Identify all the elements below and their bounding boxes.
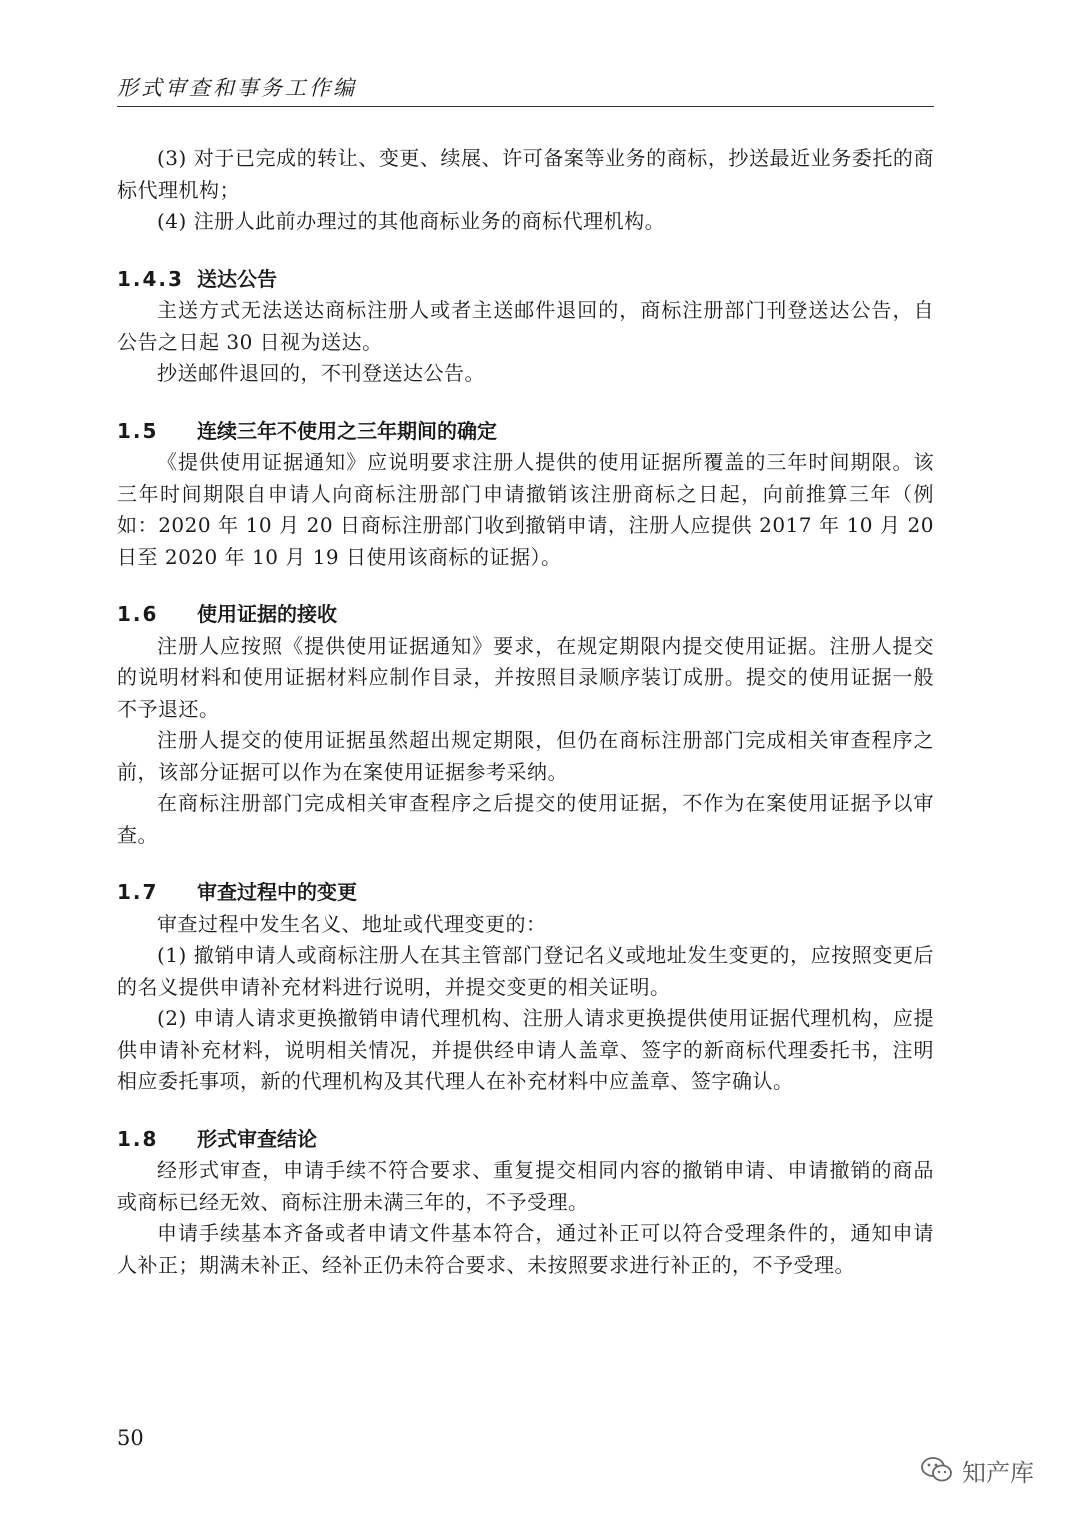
paragraph: 抄送邮件退回的，不刊登送达公告。 [157,361,485,385]
paragraph: 主送方式无法送达商标注册人或者主送邮件退回的，商标注册部门刊登送达公告，自公告之日起 30 日视为送达。 [117,298,934,354]
section-number: 1.5 [117,418,159,443]
watermark [920,1450,1034,1490]
watermark-text: 知产库 [962,1458,1034,1487]
section-1-6 [117,599,934,851]
section-title: 使用证据的接收 [197,602,337,626]
running-header: 形式审查和事务工作编 [117,76,357,100]
section-1-5 [117,416,934,574]
section-1-4-3 [117,264,934,390]
paragraph: 审查过程中发生名义、地址或代理变更的： [157,911,547,936]
section-title: 连续三年不使用之三年期间的确定 [197,418,497,443]
section-heading [117,599,934,631]
page-body [117,143,934,1281]
section-title: 送达公告 [197,266,277,291]
section-heading [117,264,934,296]
paragraph: 申请手续基本齐备或者申请文件基本符合，通过补正可以符合受理条件的，通知申请人补正；期满未补正、经补正仍未符合要求、未按照要求进行补正的，不予受理。 [117,1221,934,1277]
section-title: 形式审查结论 [197,1126,317,1151]
section-number: 1.6 [117,602,159,626]
paragraph: 注册人应按照《提供使用证据通知》要求，在规定期限内提交使用证据。注册人提交的说明材料和使用证据材料应制作目录，并按照目录顺序装订成册。提交的使用证据一般不予退还。 [117,633,934,721]
section-heading [117,1124,934,1156]
paragraph: 《提供使用证据通知》应说明要求注册人提供的使用证据所覆盖的三年时间期限。该三年时间期限自申请人向商标注册部门申请撤销该注册商标之日起，向前推算三年（例如：2020 年 10 月 20 日商标注册部门收到撤销申请，注册人应提供 2017 年 10 月 20 日至 2020 年 10 月 19 日使用该商标的证据）。 [117,450,934,569]
section-title: 审查过程中的变更 [197,880,357,904]
page-number: 50 [117,1426,144,1450]
section-number: 1.7 [117,880,159,904]
section-number: 1.8 [117,1126,159,1151]
section-1-7 [117,877,934,1098]
continuation-item-3: (3) 对于已完成的转让、变更、续展、许可备案等业务的商标，抄送最近业务委托的商标代理机构； [117,146,934,202]
paragraph: 经形式审查，申请手续不符合要求、重复提交相同内容的撤销申请、申请撤销的商品或商标已经无效、商标注册未满三年的，不予受理。 [117,1158,934,1214]
paragraph: (1) 撤销申请人或商标注册人在其主管部门登记名义或地址发生变更的，应按照变更后的名义提供申请补充材料进行说明，并提交变更的相关证明。 [117,943,934,999]
paragraph: 注册人提交的使用证据虽然超出规定期限，但仍在商标注册部门完成相关审查程序之前，该部分证据可以作为在案使用证据参考采纳。 [117,728,934,784]
section-1-8 [117,1124,934,1282]
paragraph: (2) 申请人请求更换撤销申请代理机构、注册人请求更换提供使用证据代理机构，应提供申请补充材料，说明相关情况，并提供经申请人盖章、签字的新商标代理委托书，注明相应委托事项，新的代理机构及其代理人在补充材料中应盖章、签字确认。 [117,1006,934,1093]
continuation-item-4: (4) 注册人此前办理过的其他商标业务的商标代理机构。 [157,209,666,233]
section-heading [117,416,934,448]
wechat-icon [920,1455,954,1485]
section-heading [117,877,934,909]
section-number: 1.4.3 [117,266,184,291]
paragraph: 在商标注册部门完成相关审查程序之后提交的使用证据，不作为在案使用证据予以审查。 [117,791,934,847]
header-rule [117,106,934,107]
